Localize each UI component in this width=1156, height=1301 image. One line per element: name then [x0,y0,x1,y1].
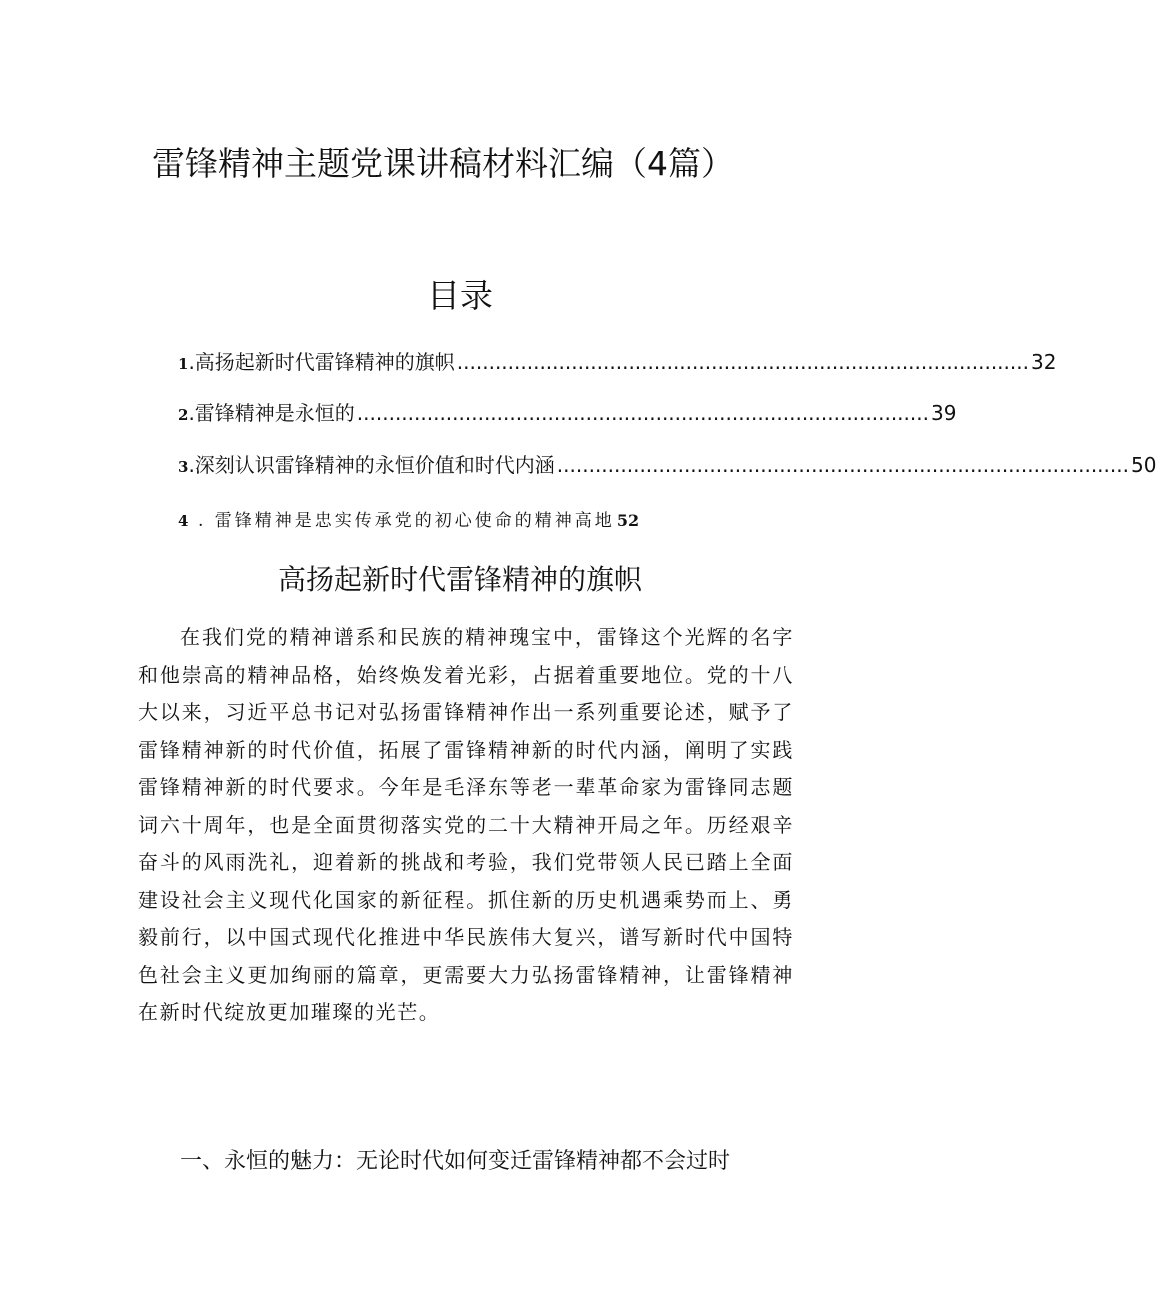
toc-entry-page: 32 [1030,350,1057,374]
toc-heading: 目录 [427,276,493,315]
toc-entry[interactable] [178,506,639,536]
toc-entry[interactable] [178,397,957,427]
toc-entry-number: 4 [178,512,189,530]
toc-entry-number: 2 [178,406,189,424]
toc-leader-dots: .......................................................................................... [456,350,1029,374]
toc-entry-page: 52 [616,511,640,530]
toc-entry-title: . 雷锋精神是忠实传承党的初心使命的精神高地 [198,511,615,531]
toc-entry-page: 50 [1130,453,1156,477]
toc-leader-dots: .......................................................................................... [556,453,1129,477]
toc-entry-number: 1 [178,355,189,373]
section-title: 高扬起新时代雷锋精神的旗帜 [277,563,642,596]
toc-entry-title: .深刻认识雷锋精神的永恒价值和时代内涵 [188,453,555,477]
body-paragraph: 在我们党的精神谱系和民族的精神瑰宝中，雷锋这个光辉的名字和他崇高的精神品格，始终焕发着光彩，占据着重要地位。党的十八大以来，习近平总书记对弘扬雷锋精神作出一系列重要论述，赋予了雷锋精神新的时代价值，拓展了雷锋精神新的时代内涵，阐明了实践雷锋精神新的时代要求。今年是毛泽东等老一辈革命家为雷锋同志题词六十周年，也是全面贯彻落实党的二十大精神开局之年。历经艰辛奋斗的风雨洗礼，迎着新的挑战和考验，我们党带领人民已踏上全面建设社会主义现代化国家的新征程。抓住新的历史机遇乘势而上、勇毅前行，以中国式现代化推进中华民族伟大复兴，谱写新时代中国特色社会主义更加绚丽的篇章，更需要大力弘扬雷锋精神，让雷锋精神在新时代绽放更加璀璨的光芒。 [138,625,794,1024]
toc-entry-title: .高扬起新时代雷锋精神的旗帜 [188,350,455,374]
toc-entry-page: 39 [930,401,957,425]
toc-entry[interactable] [178,449,1156,479]
document-title: 雷锋精神主题党课讲稿材料汇编（4篇） [152,144,734,183]
section-subheading: 一、永恒的魅力：无论时代如何变迁雷锋精神都不会过时 [180,1149,731,1174]
toc-leader-dots: .......................................................................................... [356,401,929,425]
toc-entry[interactable] [178,346,1057,376]
toc-entry-title: .雷锋精神是永恒的 [188,401,355,425]
toc-entry-number: 3 [178,458,189,476]
